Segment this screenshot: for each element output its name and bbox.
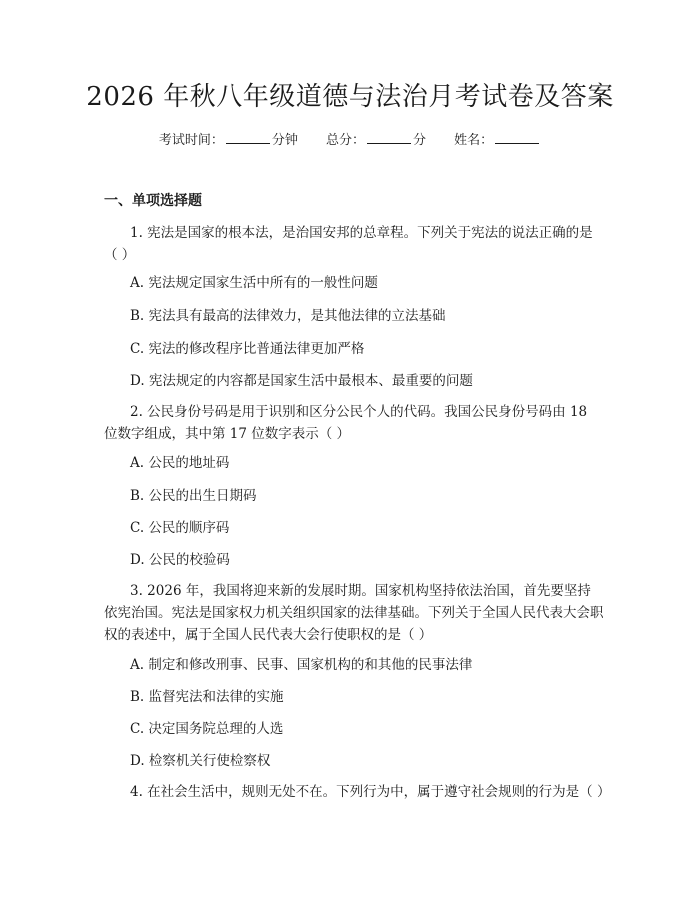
total-score-unit: 分: [413, 133, 427, 148]
exam-time-field: [159, 131, 298, 151]
student-name-label: 姓名：: [454, 133, 494, 148]
student-name-field: [454, 131, 541, 151]
question-stem-1: 1. 宪法是国家的根本法，是治国安邦的总章程。下列关于宪法的说法正确的是（ ）: [104, 225, 593, 263]
exam-time-label: 考试时间：: [158, 133, 224, 148]
question-2-option-a: A. 公民的地址码: [130, 455, 230, 471]
question-1-option-b: B. 宪法具有最高的法律效力，是其他法律的立法基础: [130, 308, 446, 324]
question-3-option-d: D. 检察机关行使检察权: [130, 753, 271, 769]
question-2-option-b: B. 公民的出生日期码: [130, 488, 257, 504]
question-1-option-a: A. 宪法规定国家生活中所有的一般性问题: [130, 275, 378, 291]
question-1-option-d: D. 宪法规定的内容都是国家生活中最根本、最重要的问题: [130, 373, 473, 389]
student-name-blank: [495, 131, 539, 144]
question-stem-4: 4. 在社会生活中，规则无处不在。下列行为中，属于遵守社会规则的行为是（ ）: [130, 784, 611, 800]
section-title: 一、单项选择题: [104, 193, 202, 209]
exam-time-unit: 分钟: [271, 133, 298, 148]
question-2-option-d: D. 公民的校验码: [130, 552, 230, 568]
exam-info-line: [0, 131, 700, 151]
total-score-label: 总分：: [325, 133, 365, 148]
question-3-option-c: C. 决定国务院总理的人选: [130, 721, 284, 737]
exam-time-blank: [226, 131, 270, 144]
question-3-option-a: A. 制定和修改刑事、民事、国家机构的和其他的民事法律: [130, 657, 473, 673]
total-score-field: [326, 131, 426, 151]
question-2-option-c: C. 公民的顺序码: [130, 520, 230, 536]
question-stem-2: 2. 公民身份号码是用于识别和区分公民个人的代码。我国公民身份号码由 18 位数字组成，其中第 17 位数字表示（ ）: [104, 404, 588, 442]
question-3-option-b: B. 监督宪法和法律的实施: [130, 689, 284, 705]
question-stem-3: 3. 2026 年，我国将迎来新的发展时期。国家机构坚持依法治国，首先要坚持依宪治国。宪法是国家权力机关组织国家的法律基础。下列关于全国人民代表大会职权的表述中，属于全国人民代表大会行使职权的是（ ）: [104, 583, 604, 643]
total-score-blank: [367, 131, 411, 144]
question-1-option-c: C. 宪法的修改程序比普通法律更加严格: [130, 341, 365, 357]
exam-title: 2026 年秋八年级道德与法治月考试卷及答案: [86, 82, 614, 112]
